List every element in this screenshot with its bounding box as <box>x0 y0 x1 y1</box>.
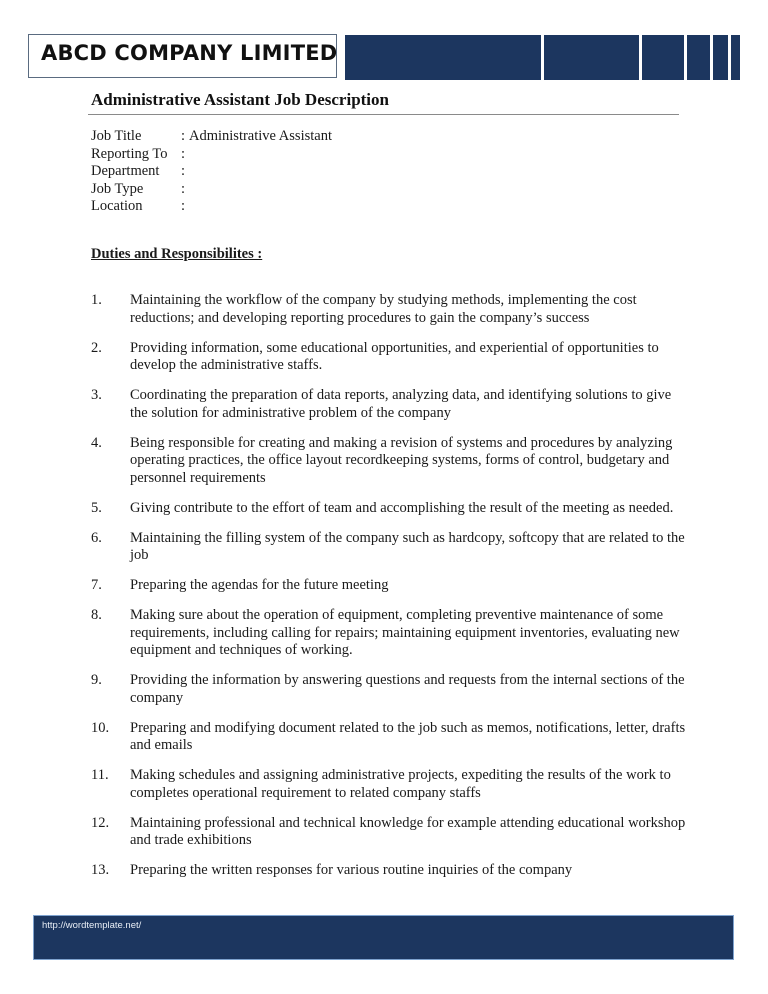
duty-text: Maintaining professional and technical knowledge for example attending educational workshop and trade exhibitions <box>130 814 686 848</box>
duty-item <box>91 607 691 660</box>
duty-text: Preparing the written responses for various routine inquiries of the company <box>130 862 573 878</box>
meta-label: Job Type <box>91 180 144 197</box>
duty-item <box>91 815 691 850</box>
header-block <box>713 35 728 80</box>
document-title: Administrative Assistant Job Description <box>91 90 389 109</box>
duty-item <box>91 672 691 707</box>
meta-colon: : <box>181 128 186 144</box>
meta-label: Reporting To <box>91 145 168 162</box>
footer-band <box>33 915 734 960</box>
company-name-box <box>28 34 337 78</box>
meta-colon: : <box>181 145 186 162</box>
duty-item <box>91 767 691 802</box>
duty-item <box>91 530 691 565</box>
duties-heading: Duties and Responsibilites : <box>91 246 263 262</box>
duty-number: 8. <box>91 607 102 623</box>
duty-text: Providing the information by answering questions and requests from the internal sections of the company <box>130 672 685 706</box>
duty-text: Preparing and modifying document related to the job such as memos, notifications, letter, drafts and emails <box>130 719 686 753</box>
duty-text: Being responsible for creating and making a revision of systems and procedures by analyzing operating practices, the office layout recordkeeping systems, forms of control, budgetary and personnel requirements <box>130 434 673 486</box>
duty-number: 3. <box>91 387 102 403</box>
meta-label: Job Title <box>91 128 142 144</box>
duty-number: 4. <box>91 434 102 451</box>
duty-text: Maintaining the filling system of the company such as hardcopy, softcopy that are related to the job <box>130 529 685 563</box>
duty-item <box>91 577 691 595</box>
duty-item <box>91 435 691 488</box>
header-block <box>345 35 541 80</box>
duty-text: Providing information, some educational opportunities, and experiential of opportunities to develop the administrative staffs. <box>130 339 659 373</box>
duty-number: 13. <box>91 862 110 878</box>
duty-text: Coordinating the preparation of data reports, analyzing data, and identifying solutions to give the solution for administrative problem of the company <box>130 387 672 421</box>
duty-number: 6. <box>91 529 102 546</box>
meta-label: Location <box>91 198 143 214</box>
duty-number: 9. <box>91 672 102 688</box>
meta-row-reporting-to <box>91 146 332 164</box>
duty-text: Making sure about the operation of equipment, completing preventive maintenance of some requirements, including calling for repairs; maintaining equipment inventories, evaluating new equipment and techniques of working. <box>130 607 680 658</box>
duty-item <box>91 387 691 422</box>
meta-colon: : <box>181 198 186 214</box>
job-meta-list <box>91 128 332 216</box>
duty-item <box>91 862 691 880</box>
duties-list <box>91 292 691 892</box>
duty-item <box>91 720 691 755</box>
meta-row-job-title <box>91 128 332 146</box>
duty-item <box>91 340 691 375</box>
duty-number: 11. <box>91 767 109 783</box>
meta-label: Department <box>91 163 160 179</box>
duty-number: 10. <box>91 719 110 736</box>
header-block <box>544 35 639 80</box>
header-block <box>687 35 710 80</box>
duty-item <box>91 292 691 327</box>
footer-url-link[interactable]: http://wordtemplate.net/ <box>42 920 142 931</box>
duty-number: 7. <box>91 577 102 593</box>
meta-row-location <box>91 198 332 216</box>
duty-text: Giving contribute to the effort of team and accomplishing the result of the meeting as needed. <box>130 499 674 516</box>
duty-number: 12. <box>91 814 110 831</box>
duty-number: 1. <box>91 292 102 308</box>
duty-text: Maintaining the workflow of the company by studying methods, implementing the cost reductions; and developing reporting procedures to gain the company’s success <box>130 292 637 326</box>
company-name: ABCD COMPANY LIMITED <box>41 41 338 65</box>
duty-number: 5. <box>91 499 102 516</box>
meta-row-department <box>91 163 332 181</box>
duty-text: Preparing the agendas for the future meeting <box>130 577 389 593</box>
meta-colon: : <box>181 163 186 179</box>
header-block <box>642 35 684 80</box>
meta-value: Administrative Assistant <box>189 128 332 144</box>
duty-item <box>91 500 691 518</box>
duty-number: 2. <box>91 339 102 356</box>
meta-row-job-type <box>91 181 332 199</box>
header-block <box>731 35 740 80</box>
meta-colon: : <box>181 180 186 197</box>
title-divider <box>88 114 679 115</box>
duty-text: Making schedules and assigning administrative projects, expediting the results of the work to completes operational requirement to related company staffs <box>130 767 671 801</box>
